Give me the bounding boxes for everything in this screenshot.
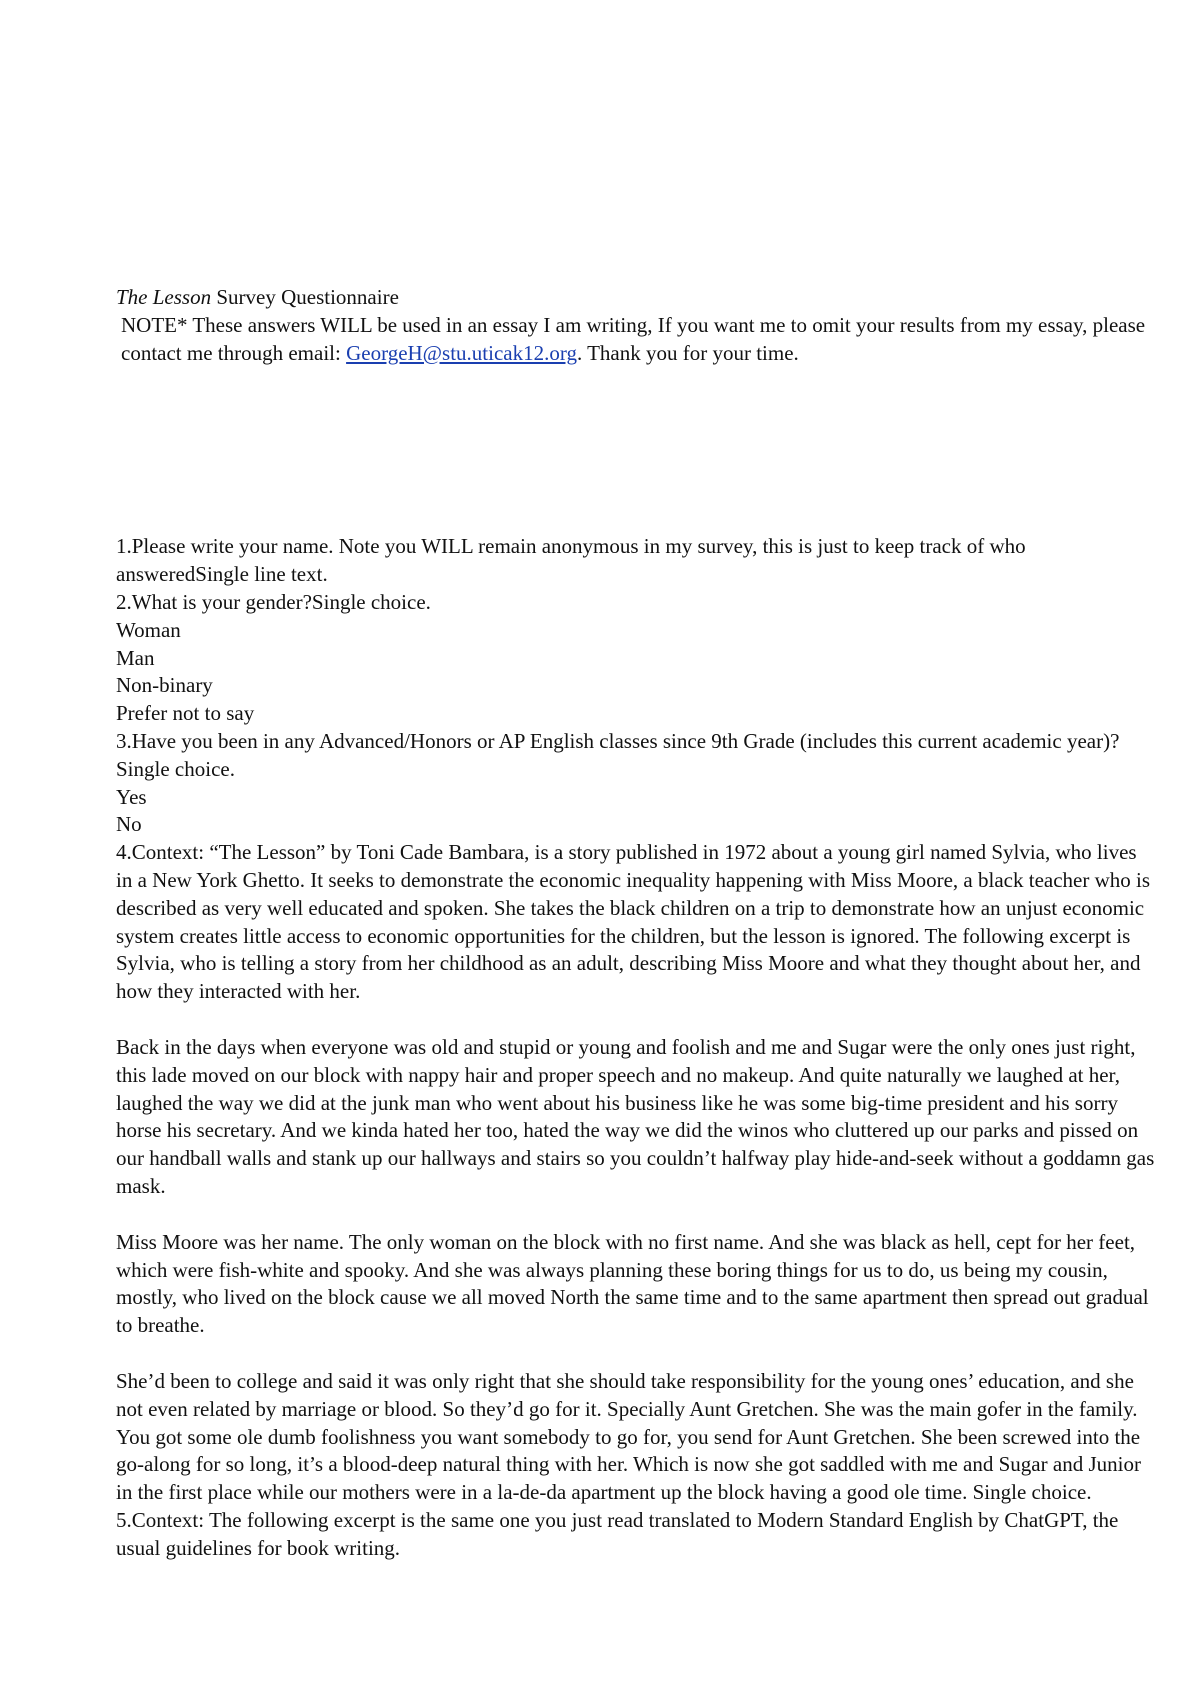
question-4-context: 4.Context: “The Lesson” by Toni Cade Bambara, is a story published in 1972 about a young girl named Sylvia, who lives in a New York Ghetto. It seeks to demonstrate the economic inequality happening with Miss Moore, a black teacher who is described as very well educated and spoken. She takes the black children on a trip to demonstrate how an unjust economic system creates little access to economic opportunities for the children, but the lesson is ignored. The following excerpt is Sylvia, who is telling a story from her childhood as an adult, describing Miss Moore and what they thought about her, and how they interacted with her.: [116, 840, 1151, 1004]
excerpt-paragraph-1: Back in the days when everyone was old and stupid or young and foolish and me and Sugar were the only ones just right, this lade moved on our block with nappy hair and proper speech and no makeup. And quite naturally we laughed at her, laughed the way we did at the junk man who went about his business like he was some big-time president and his sorry horse his secretary. And we kinda hated her too, hated the way we did the winos who cluttered up our parks and pissed on our handball walls and stank up our hallways and stairs so you couldn’t halfway play hide-and-seek without a goddamn gas mask.: [116, 1034, 1155, 1198]
survey-title: [116, 284, 1156, 312]
survey-title-italic: The Lesson: [116, 285, 212, 309]
note-text-pre: NOTE* These answers WILL be used in an essay I am writing, If you want me to omit your results from my essay, please contact me through email:: [121, 312, 1146, 365]
q2-option-non-binary: Non-binary: [116, 673, 213, 698]
email-link[interactable]: GeorgeH@stu.uticak12.org: [346, 340, 577, 365]
excerpt-paragraph-2: Miss Moore was her name. The only woman on the block with no first name. And she was black as hell, cept for her feet, which were fish-white and spooky. And she was always planning these boring things for us to do, us being my cousin, mostly, who lived on the block cause we all moved North the same time and to the same apartment then spread out gradual to breathe.: [116, 1229, 1149, 1338]
q2-option-woman: Woman: [116, 617, 181, 642]
spacer: [116, 1006, 1156, 1034]
q2-option-man: Man: [116, 645, 155, 670]
spacer: [116, 367, 1156, 533]
survey-title-rest: Survey Questionnaire: [211, 285, 399, 309]
note-text-post: . Thank you for your time.: [576, 340, 799, 365]
spacer: [116, 1340, 1156, 1368]
q2-option-prefer-not: Prefer not to say: [116, 701, 255, 726]
question-5-context: 5.Context: The following excerpt is the same one you just read translated to Modern Standard English by ChatGPT, the usual guidelines for book writing.: [116, 1507, 1119, 1560]
excerpt-paragraph-3: She’d been to college and said it was only right that she should take responsibility for the young ones’ education, and she not even related by marriage or blood. So they’d go for it. Specially Aunt Gretchen. She was the main gofer in the family. You got some ole dumb foolishness you want somebody to go for, you send for Aunt Gretchen. She been screwed into the go-along for so long, it’s a blood-deep natural thing with her. Which is now she got saddled with me and Sugar and Junior in the first place while our mothers were in a la-de-da apartment up the block having a good ole time. Single choice.: [116, 1368, 1141, 1505]
question-3: 3.Have you been in any Advanced/Honors or AP English classes since 9th Grade (includes this current academic year)? Single choice.: [116, 728, 1120, 781]
document-body: [116, 284, 1156, 1562]
q3-option-no: No: [116, 812, 142, 837]
spacer: [116, 1201, 1156, 1229]
question-1: 1.Please write your name. Note you WILL remain anonymous in my survey, this is just to keep track of who answeredSingle line text.: [116, 534, 1026, 587]
note-paragraph: [116, 312, 1156, 368]
question-2: 2.What is your gender?Single choice.: [116, 589, 431, 614]
q3-option-yes: Yes: [116, 784, 147, 809]
